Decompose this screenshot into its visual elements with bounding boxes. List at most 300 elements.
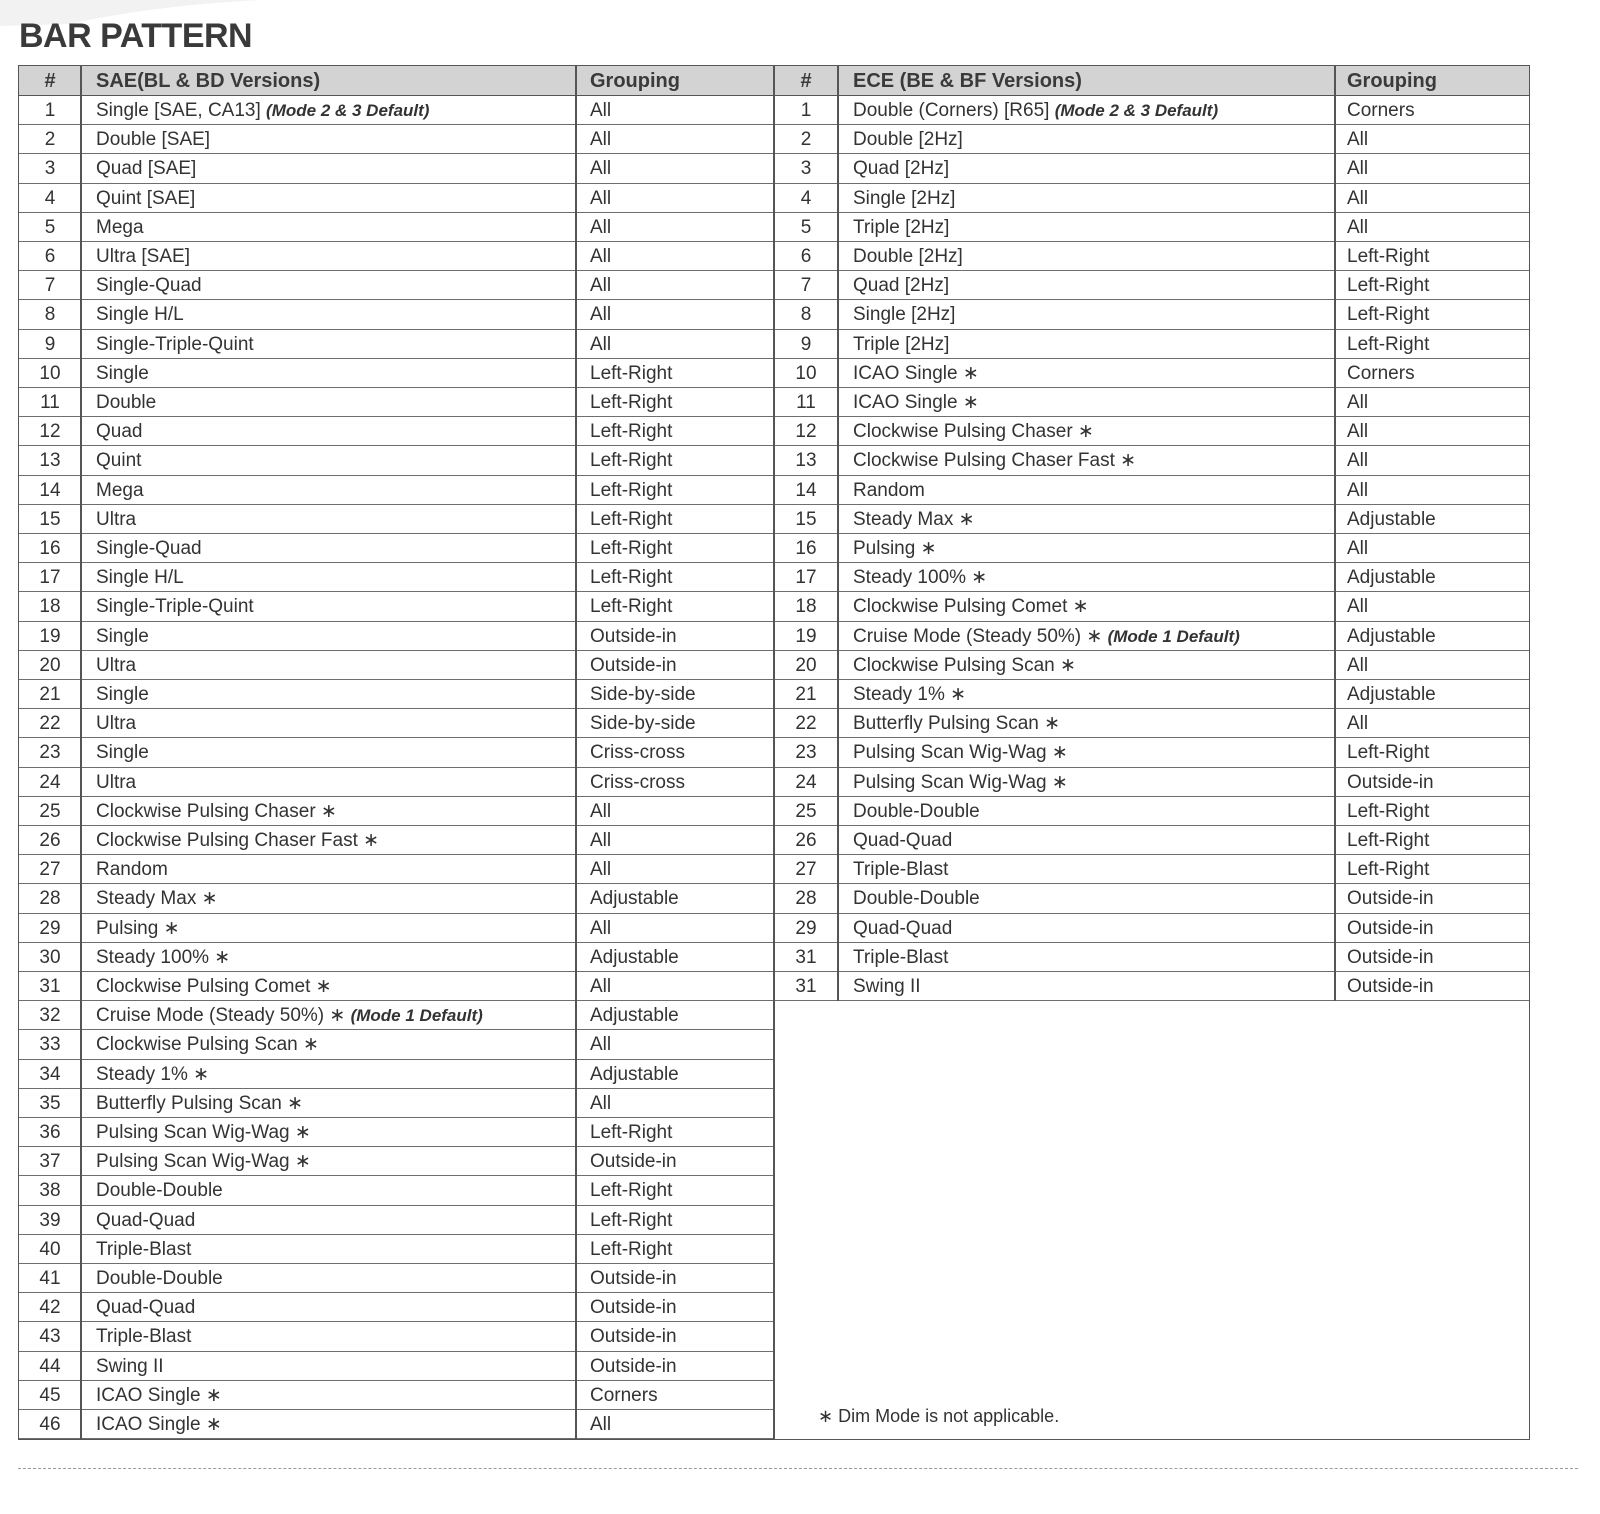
- pattern-name: Single: [96, 684, 149, 705]
- table-row: [775, 154, 1529, 183]
- pattern-name-cell: [96, 271, 202, 299]
- row-number: 27: [39, 859, 61, 881]
- grouping-cell: All: [590, 976, 612, 997]
- row-number: 20: [39, 654, 61, 676]
- pattern-name-cell: [96, 1381, 222, 1409]
- pattern-name: Ultra: [96, 771, 137, 793]
- pattern-name: Quad-Quad: [96, 1297, 196, 1319]
- grouping-cell: All: [1347, 450, 1369, 472]
- pattern-name-cell: [853, 359, 979, 387]
- table-row: [19, 505, 775, 534]
- pattern-name-cell: [96, 388, 156, 416]
- row-number: 22: [795, 713, 817, 735]
- ece-number-header: #: [800, 70, 812, 92]
- row-number: 31: [795, 946, 817, 968]
- row-number: 29: [795, 917, 817, 939]
- pattern-name: Mega: [96, 479, 144, 501]
- pattern-name-cell: [853, 738, 1068, 766]
- dim-mode-footnote: ∗ Dim Mode is not applicable.: [818, 1406, 1060, 1426]
- pattern-name: Double-Double: [96, 1268, 223, 1289]
- pattern-name: Double [SAE]: [96, 129, 211, 151]
- grouping-cell: Adjustable: [1347, 508, 1436, 530]
- pattern-name: Single-Triple-Quint: [96, 596, 254, 618]
- row-number: 29: [39, 917, 61, 939]
- pattern-name-cell: [96, 359, 149, 387]
- pattern-name: Ultra [SAE]: [96, 246, 190, 267]
- row-number: 12: [39, 421, 61, 443]
- grouping-cell: Left-Right: [590, 1209, 673, 1231]
- grouping-cell: All: [1347, 713, 1369, 735]
- pattern-name-cell: [853, 797, 980, 825]
- pattern-name-cell: [96, 213, 144, 241]
- pattern-name-cell: [96, 242, 190, 270]
- table-row: [19, 768, 775, 797]
- table-row: [775, 943, 1529, 972]
- default-mode-note: (Mode 1 Default): [350, 1006, 483, 1026]
- grouping-cell: All: [590, 1092, 612, 1114]
- grouping-cell: Corners: [1347, 100, 1415, 121]
- pattern-name-cell: [96, 1147, 311, 1175]
- table-row: [19, 300, 775, 329]
- pattern-name-cell: [96, 943, 230, 971]
- grouping-cell: All: [590, 800, 612, 822]
- grouping-cell: Corners: [1347, 362, 1415, 384]
- pattern-name-cell: [96, 1235, 191, 1263]
- pattern-name-cell: [96, 592, 254, 620]
- grouping-cell: Criss-cross: [590, 742, 685, 764]
- pattern-name-cell: [96, 1060, 209, 1088]
- table-row: [19, 680, 775, 709]
- row-number: 3: [800, 158, 812, 180]
- pattern-name: Clockwise Pulsing Comet ∗: [853, 596, 1089, 618]
- grouping-cell: All: [1347, 187, 1369, 209]
- table-row: [19, 1176, 775, 1205]
- table-row: [775, 300, 1529, 329]
- grouping-cell: Outside-in: [590, 1326, 677, 1348]
- pattern-name: Ultra: [96, 654, 137, 676]
- row-number: 15: [39, 508, 61, 530]
- row-number: 19: [795, 625, 817, 647]
- pattern-name-cell: [853, 446, 1136, 474]
- table-row: [775, 330, 1529, 359]
- pattern-name: Mega: [96, 216, 144, 238]
- pattern-name-cell: [853, 242, 963, 270]
- grouping-cell: All: [1347, 129, 1369, 151]
- pattern-name: Pulsing ∗: [96, 917, 180, 939]
- grouping-cell: Left-Right: [590, 392, 673, 413]
- table-row: [775, 855, 1529, 884]
- pattern-name: ICAO Single ∗: [96, 1384, 222, 1406]
- table-row: [19, 884, 775, 913]
- grouping-cell: Outside-in: [590, 1355, 677, 1377]
- table-row: [775, 884, 1529, 913]
- pattern-name: Double [2Hz]: [853, 246, 963, 267]
- table-row: [19, 592, 775, 621]
- row-number: 28: [39, 888, 61, 910]
- grouping-cell: Left-Right: [1347, 304, 1430, 326]
- grouping-cell: All: [590, 304, 612, 326]
- pattern-name: Ultra: [96, 508, 137, 530]
- table-row: [19, 271, 775, 300]
- table-row: [19, 1030, 775, 1059]
- pattern-name-cell: [853, 417, 1094, 445]
- table-center-divider: [773, 66, 775, 1439]
- table-row: [19, 943, 775, 972]
- table-row: [775, 125, 1529, 154]
- table-row: [775, 359, 1529, 388]
- pattern-name-cell: [96, 622, 149, 650]
- pattern-name: Single H/L: [96, 567, 184, 589]
- pattern-name: Triple-Blast: [853, 859, 949, 881]
- grouping-cell: Outside-in: [590, 1268, 677, 1289]
- sae-grouping-divider: [575, 66, 577, 1439]
- pattern-name-cell: [96, 1089, 303, 1117]
- table-row: [19, 826, 775, 855]
- table-row: [19, 154, 775, 183]
- table-row: [19, 1293, 775, 1322]
- grouping-cell: Left-Right: [1347, 246, 1430, 267]
- pattern-name-cell: [853, 271, 949, 299]
- table-row: [19, 184, 775, 213]
- pattern-name: Single H/L: [96, 304, 184, 326]
- grouping-cell: Left-Right: [1347, 275, 1430, 297]
- row-number: 42: [39, 1297, 61, 1319]
- pattern-name-cell: [96, 1001, 483, 1029]
- pattern-name-cell: [96, 1030, 319, 1058]
- pattern-name-cell: [853, 213, 949, 241]
- row-number: 5: [44, 216, 56, 238]
- pattern-name-cell: [853, 505, 975, 533]
- grouping-cell: Left-Right: [590, 1238, 673, 1260]
- grouping-cell: Outside-in: [590, 1297, 677, 1319]
- grouping-cell: Adjustable: [590, 946, 679, 968]
- row-number: 33: [39, 1034, 61, 1056]
- pattern-name: Steady 1% ∗: [853, 684, 967, 705]
- grouping-cell: All: [590, 1034, 612, 1056]
- row-number: 24: [39, 771, 61, 793]
- row-number: 20: [795, 654, 817, 676]
- pattern-name: Triple [2Hz]: [853, 216, 950, 238]
- grouping-cell: All: [1347, 392, 1369, 413]
- row-number: 32: [39, 1005, 61, 1027]
- row-number: 24: [795, 771, 817, 793]
- row-number: 2: [44, 129, 56, 151]
- pattern-name-cell: [96, 476, 144, 504]
- grouping-cell: Side-by-side: [590, 684, 696, 705]
- row-number: 13: [39, 450, 61, 472]
- grouping-cell: Adjustable: [1347, 684, 1436, 705]
- table-row: [19, 1089, 775, 1118]
- pattern-name-cell: [853, 943, 948, 971]
- ece-pattern-header: ECE (BE & BF Versions): [853, 70, 1082, 92]
- grouping-cell: All: [590, 333, 612, 355]
- pattern-name: Single-Triple-Quint: [96, 333, 254, 355]
- grouping-cell: Left-Right: [590, 596, 673, 618]
- pattern-name: ICAO Single ∗: [853, 362, 979, 384]
- row-number: 17: [795, 567, 817, 589]
- pattern-name: Triple-Blast: [96, 1326, 192, 1348]
- table-row: [19, 534, 775, 563]
- grouping-cell: All: [590, 187, 612, 209]
- grouping-cell: Outside-in: [1347, 917, 1434, 939]
- pattern-name: Clockwise Pulsing Scan ∗: [853, 654, 1076, 676]
- pattern-name-cell: [96, 96, 429, 124]
- row-number: 18: [39, 596, 61, 618]
- grouping-cell: Outside-in: [590, 625, 677, 647]
- grouping-cell: All: [1347, 596, 1369, 618]
- pattern-name-cell: [853, 592, 1089, 620]
- table-row: [775, 709, 1529, 738]
- grouping-cell: All: [1347, 216, 1369, 238]
- pattern-name: ICAO Single ∗: [853, 392, 979, 413]
- pattern-name-cell: [96, 1322, 191, 1350]
- row-number: 10: [39, 362, 61, 384]
- row-number: 40: [39, 1238, 61, 1260]
- grouping-cell: All: [1347, 158, 1369, 180]
- pattern-name: Clockwise Pulsing Chaser Fast ∗: [853, 450, 1137, 472]
- ece-grouping-header: Grouping: [1347, 70, 1437, 92]
- row-number: 13: [795, 450, 817, 472]
- sae-number-divider: [80, 66, 82, 1439]
- table-row: [19, 242, 775, 271]
- pattern-name-cell: [96, 1176, 223, 1204]
- pattern-name-cell: [96, 1410, 222, 1438]
- grouping-cell: Adjustable: [590, 1005, 679, 1027]
- pattern-name-cell: [853, 388, 979, 416]
- pattern-name: Quad-Quad: [96, 1209, 196, 1231]
- pattern-name-cell: [96, 300, 184, 328]
- grouping-cell: Left-Right: [1347, 830, 1430, 851]
- table-row: [775, 738, 1529, 767]
- grouping-cell: All: [590, 129, 612, 151]
- row-number: 31: [39, 976, 61, 997]
- table-row: [19, 417, 775, 446]
- table-row: [775, 242, 1529, 271]
- ece-grouping-divider: [1334, 66, 1336, 1001]
- table-row: [775, 797, 1529, 826]
- pattern-name: Steady 100% ∗: [96, 946, 231, 968]
- row-number: 9: [44, 333, 56, 355]
- table-row: [775, 476, 1529, 505]
- pattern-name-cell: [853, 914, 952, 942]
- pattern-name-cell: [853, 476, 925, 504]
- grouping-cell: Left-Right: [1347, 800, 1430, 822]
- pattern-name: Clockwise Pulsing Scan ∗: [96, 1034, 319, 1056]
- table-row: [19, 563, 775, 592]
- sae-number-header: #: [44, 70, 56, 92]
- grouping-cell: Left-Right: [590, 538, 673, 559]
- row-number: 23: [39, 742, 61, 764]
- pattern-name-cell: [96, 972, 332, 1000]
- table-row: [775, 972, 1529, 1001]
- pattern-name-cell: [96, 154, 196, 182]
- pattern-name: Cruise Mode (Steady 50%) ∗: [853, 625, 1103, 647]
- pattern-name: Double (Corners) [R65]: [853, 100, 1050, 121]
- table-row: [19, 1322, 775, 1351]
- pattern-name-cell: [96, 680, 149, 708]
- pattern-name: Clockwise Pulsing Chaser Fast ∗: [96, 830, 380, 851]
- row-number: 6: [800, 246, 812, 267]
- pattern-name: Pulsing Scan Wig-Wag ∗: [853, 742, 1068, 764]
- table-row: [19, 1001, 775, 1030]
- pattern-name-cell: [96, 1118, 311, 1146]
- default-mode-note: (Mode 1 Default): [1107, 626, 1240, 646]
- pattern-name: Ultra: [96, 713, 137, 735]
- pattern-name-cell: [853, 622, 1240, 650]
- grouping-cell: All: [590, 917, 612, 939]
- table-row: [19, 1147, 775, 1176]
- table-row: [775, 914, 1529, 943]
- row-number: 4: [44, 187, 56, 209]
- table-row: [19, 1264, 775, 1293]
- table-row: [19, 446, 775, 475]
- row-number: 14: [795, 479, 817, 501]
- pattern-name-cell: [96, 826, 379, 854]
- table-row: [775, 446, 1529, 475]
- pattern-name-cell: [96, 651, 136, 679]
- grouping-cell: All: [1347, 479, 1369, 501]
- pattern-name-cell: [96, 884, 218, 912]
- row-number: 1: [44, 100, 56, 121]
- row-number: 34: [39, 1063, 61, 1085]
- table-row: [19, 622, 775, 651]
- pattern-name: Butterfly Pulsing Scan ∗: [96, 1092, 304, 1114]
- table-row: [19, 1060, 775, 1089]
- grouping-cell: Outside-in: [590, 654, 677, 676]
- pattern-name: Single: [96, 742, 149, 764]
- table-row: [19, 359, 775, 388]
- page-title: BAR PATTERN: [19, 17, 253, 55]
- table-row: [19, 972, 775, 1001]
- pattern-name: Double-Double: [853, 888, 980, 910]
- table-row: [775, 680, 1529, 709]
- table-row: [775, 563, 1529, 592]
- grouping-cell: Adjustable: [1347, 625, 1436, 647]
- pattern-name-cell: [96, 330, 254, 358]
- pattern-name: Clockwise Pulsing Chaser ∗: [96, 800, 337, 822]
- pattern-name-cell: [96, 709, 136, 737]
- grouping-cell: Adjustable: [590, 888, 679, 910]
- grouping-cell: All: [590, 246, 612, 267]
- grouping-cell: All: [1347, 654, 1369, 676]
- row-number: 8: [44, 304, 56, 326]
- pattern-name: Quad-Quad: [853, 830, 953, 851]
- pattern-name: Single [2Hz]: [853, 304, 956, 326]
- table-row: [19, 1410, 775, 1439]
- pattern-name-cell: [853, 768, 1068, 796]
- row-number: 41: [39, 1268, 61, 1289]
- pattern-name-cell: [96, 505, 136, 533]
- pattern-name-cell: [853, 884, 980, 912]
- pattern-name: Cruise Mode (Steady 50%) ∗: [96, 1005, 346, 1027]
- row-number: 11: [796, 392, 816, 413]
- pattern-name: Quad: [96, 421, 143, 443]
- pattern-name: ICAO Single ∗: [96, 1414, 222, 1435]
- row-number: 25: [39, 800, 61, 822]
- sae-grouping-header: Grouping: [590, 70, 680, 92]
- row-number: 9: [800, 333, 812, 355]
- row-number: 1: [800, 100, 812, 121]
- row-number: 16: [795, 538, 817, 559]
- pattern-name-cell: [853, 826, 952, 854]
- table-row: [775, 826, 1529, 855]
- pattern-name: Triple [2Hz]: [853, 333, 950, 355]
- pattern-name: Quad [2Hz]: [853, 158, 950, 180]
- pattern-name: Quint: [96, 450, 142, 472]
- pattern-name-cell: [96, 797, 337, 825]
- table-row: [775, 505, 1529, 534]
- table-row: [775, 184, 1529, 213]
- row-number: 21: [795, 684, 817, 705]
- row-number: 3: [44, 158, 56, 180]
- row-number: 27: [795, 859, 817, 881]
- grouping-cell: All: [590, 859, 612, 881]
- pattern-name-cell: [96, 1352, 164, 1380]
- grouping-cell: All: [590, 830, 612, 851]
- grouping-cell: Left-Right: [590, 421, 673, 443]
- grouping-cell: Left-Right: [590, 450, 673, 472]
- grouping-cell: Left-Right: [1347, 333, 1430, 355]
- pattern-name-cell: [853, 855, 948, 883]
- pattern-name: Random: [96, 859, 168, 881]
- grouping-cell: Outside-in: [590, 1151, 677, 1173]
- ece-number-divider: [837, 66, 839, 1001]
- row-number: 30: [39, 946, 61, 968]
- pattern-name: Double-Double: [96, 1180, 223, 1202]
- grouping-cell: All: [1347, 421, 1369, 443]
- row-number: 38: [39, 1180, 61, 1202]
- table-row: [19, 125, 775, 154]
- pattern-name-cell: [96, 534, 202, 562]
- pattern-name: Clockwise Pulsing Comet ∗: [96, 976, 332, 997]
- table-row: [19, 388, 775, 417]
- pattern-name: Quint [SAE]: [96, 187, 196, 209]
- row-number: 16: [39, 538, 61, 559]
- pattern-name: Clockwise Pulsing Chaser ∗: [853, 421, 1094, 443]
- pattern-name: Pulsing Scan Wig-Wag ∗: [96, 1151, 311, 1173]
- table-row: [775, 96, 1529, 125]
- row-number: 43: [39, 1326, 61, 1348]
- grouping-cell: Outside-in: [1347, 888, 1434, 910]
- pattern-name: Steady 1% ∗: [96, 1063, 210, 1085]
- pattern-name: Double [2Hz]: [853, 129, 963, 151]
- table-row: [775, 213, 1529, 242]
- table-row: [19, 709, 775, 738]
- grouping-cell: All: [590, 1414, 612, 1435]
- row-number: 21: [39, 684, 61, 705]
- pattern-name-cell: [96, 855, 168, 883]
- pattern-name: Single: [96, 625, 149, 647]
- pattern-name-cell: [853, 300, 955, 328]
- table-row: [775, 592, 1529, 621]
- grouping-cell: Left-Right: [590, 1180, 673, 1202]
- pattern-name-cell: [853, 96, 1218, 124]
- table-row: [19, 738, 775, 767]
- pattern-name-cell: [96, 184, 195, 212]
- row-number: 14: [39, 479, 61, 501]
- table-row: [775, 271, 1529, 300]
- pattern-name: Butterfly Pulsing Scan ∗: [853, 713, 1061, 735]
- sae-pattern-header: SAE(BL & BD Versions): [96, 70, 321, 92]
- pattern-name: Swing II: [96, 1355, 164, 1377]
- row-number: 35: [39, 1092, 61, 1114]
- pattern-name-cell: [96, 563, 184, 591]
- pattern-name-cell: [96, 768, 136, 796]
- pattern-name-cell: [853, 125, 963, 153]
- grouping-cell: All: [590, 216, 612, 238]
- pattern-name: Steady Max ∗: [853, 508, 975, 530]
- pattern-name: Double-Double: [853, 800, 980, 822]
